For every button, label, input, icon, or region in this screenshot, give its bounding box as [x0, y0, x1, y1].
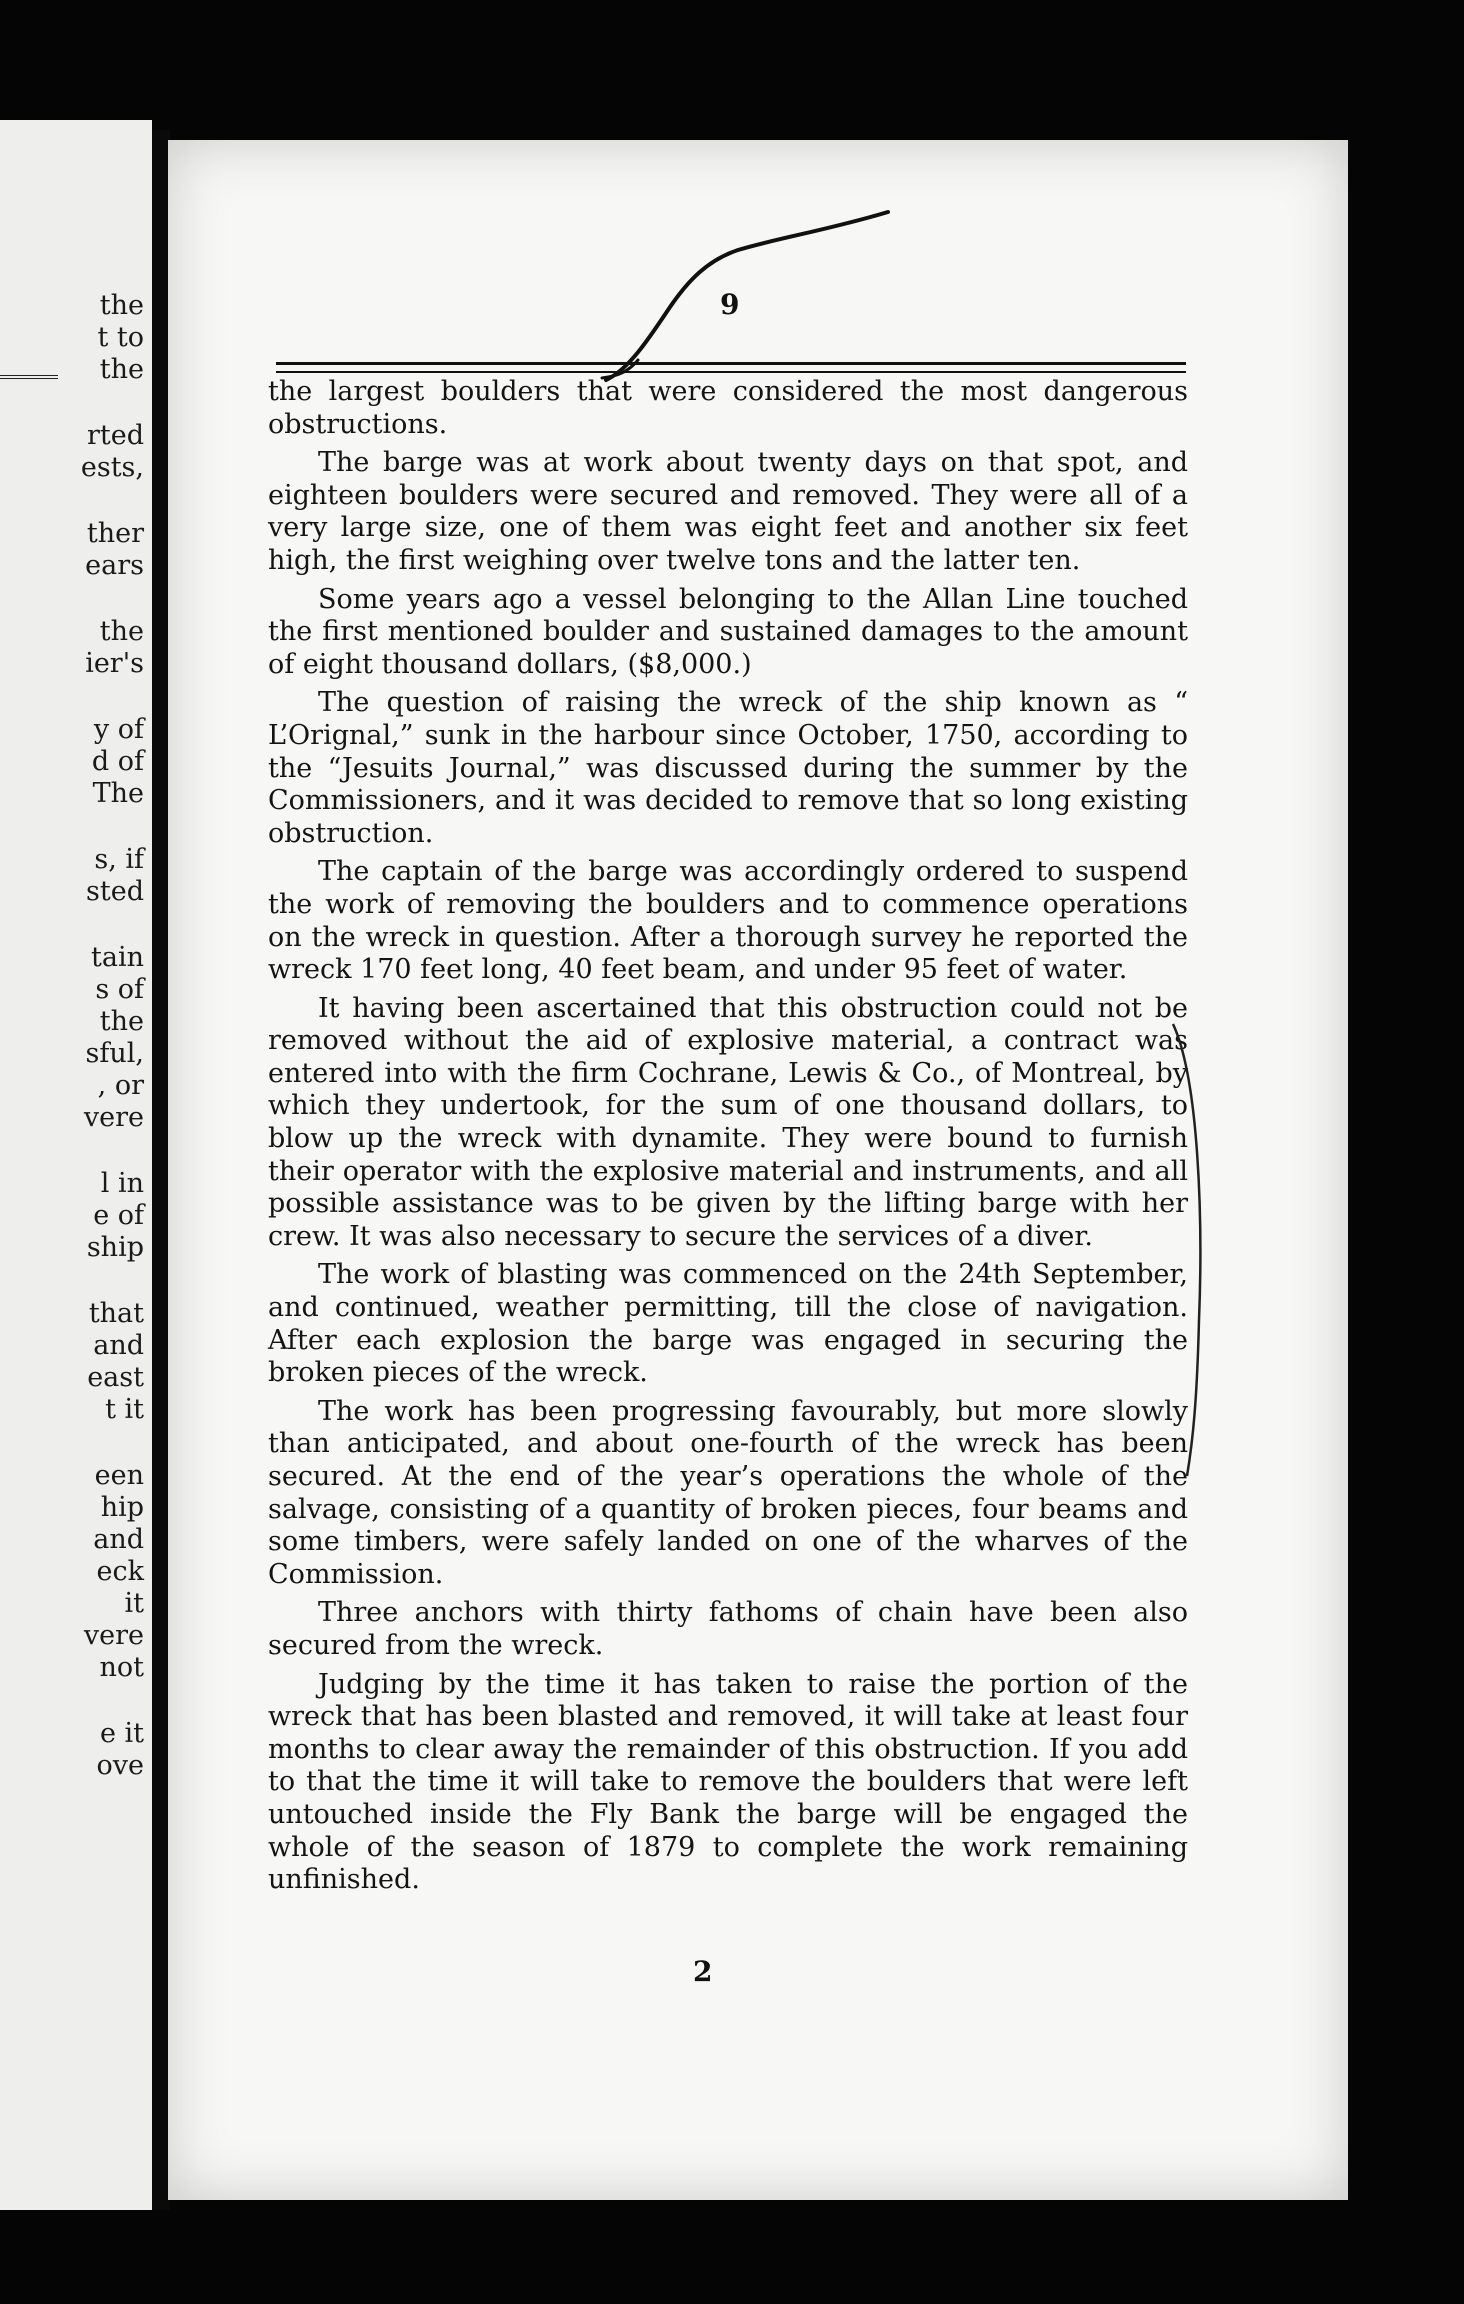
adjacent-page-text-fragment: not — [99, 1652, 144, 1683]
adjacent-page-text-fragment: l in — [100, 1168, 144, 1199]
paragraph: The work of blasting was commenced on the 24th September, and continued, weather permitting, till the close of navigation. After each explosion the barge was engaged in securing the broken pieces of the wreck. — [268, 1259, 1188, 1389]
adjacent-page-text-fragment: sted — [86, 876, 144, 907]
header-rule — [276, 362, 1186, 373]
paragraph: The barge was at work about twenty days on that spot, and eighteen boulders were secured and removed. They were all of a very large size, one of them was eight feet and another six feet high, the first weighing over twelve tons and the latter ten. — [268, 447, 1188, 576]
adjacent-page-text-fragment: it — [124, 1588, 144, 1619]
adjacent-page-text-fragment: and — [93, 1524, 144, 1555]
adjacent-page-text-fragment: ests, — [80, 452, 144, 483]
adjacent-page-text-fragment: and — [93, 1330, 144, 1361]
adjacent-page-text-fragment: e of — [93, 1200, 144, 1231]
adjacent-page-text-fragment: ears — [85, 550, 144, 581]
adjacent-page-text-fragment: e it — [99, 1718, 144, 1749]
adjacent-page-text-fragment: vere — [83, 1102, 144, 1133]
page-number: 9 — [720, 288, 740, 321]
adjacent-page-text-fragment: the — [99, 354, 144, 385]
page-body — [268, 376, 1188, 1903]
adjacent-page-text-fragment: d of — [91, 746, 144, 777]
adjacent-page-text-fragment: that — [88, 1298, 144, 1329]
adjacent-page-rule — [0, 375, 58, 379]
adjacent-page-text-fragment: t it — [105, 1394, 144, 1425]
adjacent-page-text-fragment: een — [94, 1460, 144, 1491]
adjacent-page-text-fragment: t to — [97, 322, 144, 353]
adjacent-page-text-fragment: the — [99, 616, 144, 647]
paragraph: Judging by the time it has taken to raise the portion of the wreck that has been blasted and removed, it will take at least four months to clear away the remainder of this obstruction. If you add to that the time it will take to remove the boulders that were left untouched inside the Fly Bank the barge will be engaged the whole of the season of 1879 to complete the work remaining unfinished. — [268, 1668, 1188, 1896]
adjacent-page-text-fragment: the — [99, 1006, 144, 1037]
adjacent-page-text-fragment: eck — [96, 1556, 144, 1587]
adjacent-page-text-fragment: vere — [83, 1620, 144, 1651]
adjacent-page-text-fragment: the — [99, 290, 144, 321]
paragraph: The captain of the barge was accordingly ordered to suspend the work of removing the boulders and to commence operations on the wreck in question. After a thorough survey he reported the wreck 170 feet long, 40 feet beam, and under 95 feet of water. — [268, 856, 1188, 986]
adjacent-page-text-fragment: rted — [86, 420, 144, 451]
adjacent-page-text-fragment: hip — [100, 1492, 144, 1523]
paragraph: Three anchors with thirty fathoms of chain have been also secured from the wreck. — [268, 1597, 1188, 1661]
adjacent-page-text-fragment: ove — [96, 1750, 144, 1781]
adjacent-page-text-fragment: , or — [97, 1070, 144, 1101]
adjacent-page-fragment — [0, 120, 152, 2210]
adjacent-page-text-fragment: s of — [95, 974, 144, 1005]
adjacent-page-text-fragment: tain — [91, 942, 144, 973]
adjacent-page-text-fragment: y of — [93, 714, 144, 745]
adjacent-page-text-fragment: ier's — [85, 648, 144, 679]
adjacent-page-text-fragment: sful, — [85, 1038, 144, 1069]
paragraph: Some years ago a vessel belonging to the Allan Line touched the first mentioned boulder and sustained damages to the amount of eight thousand dollars, ($8,000.) — [268, 583, 1188, 680]
paragraph: The question of raising the wreck of the ship known as “ L’Orignal,” sunk in the harbour since October, 1750, according to the “Jesuits Journal,” was discussed during the summer by the Commissioners, and it was decided to remove that so long existing obstruction. — [268, 687, 1188, 849]
signature-mark: 2 — [693, 1955, 713, 1988]
margin-bracket-mark-icon — [1169, 1020, 1209, 1480]
adjacent-page-text-fragment: ther — [86, 518, 144, 549]
document-page — [168, 140, 1348, 2200]
paragraph: the largest boulders that were considered the most dangerous obstructions. — [268, 376, 1188, 440]
paragraph: It having been ascertained that this obstruction could not be removed without the aid of explosive material, a contract was entered into with the firm Cochrane, Lewis & Co., of Montreal, by which they undertook, for the sum of one thousand dollars, to blow up the wreck with dynamite. They were bound to furnish their operator with the explosive material and instruments, and all possible assistance was to be given by the lifting barge with her crew. It was also necessary to secure the services of a diver. — [268, 992, 1188, 1252]
adjacent-page-text-fragment: east — [87, 1362, 144, 1393]
adjacent-page-text-fragment: s, if — [94, 844, 144, 875]
paragraph: The work has been progressing favourably, but more slowly than anticipated, and about one-fourth of the wreck has been secured. At the end of the year’s operations the whole of the salvage, consisting of a quantity of broken pieces, four beams and some timbers, were safely landed on one of the wharves of the Commission. — [268, 1395, 1188, 1590]
adjacent-page-text-fragment: ship — [86, 1232, 144, 1263]
adjacent-page-text-fragment: The — [92, 778, 144, 809]
